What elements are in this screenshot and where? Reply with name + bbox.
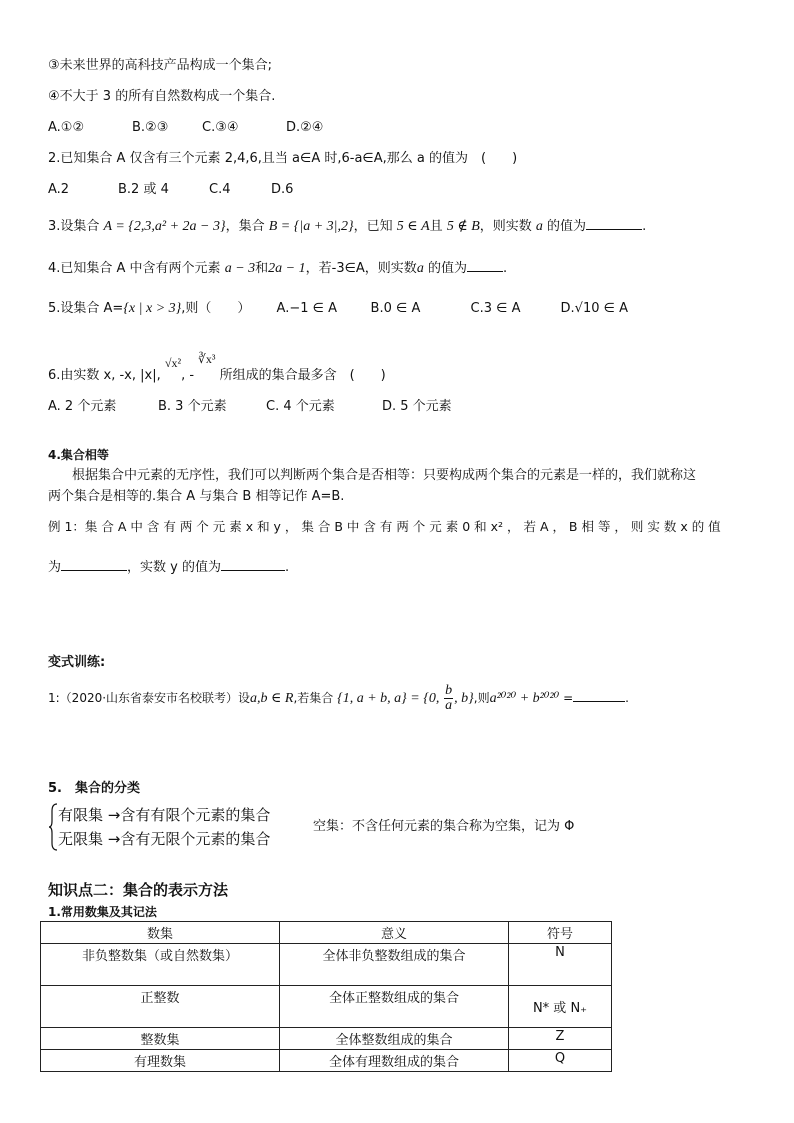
- empty-set-definition: 空集：不含任何元素的集合称为空集，记为 Φ: [313, 819, 575, 834]
- table-header-row: [41, 922, 612, 944]
- q4-stem: 4.已知集合 A 中含有两个元素 a − 3和2a − 1，若-3∈A，则实数a 的值为 .: [48, 261, 508, 276]
- section4-title: 4.集合相等: [48, 448, 109, 462]
- q6-suffix: 所组成的集合最多含 ( ): [219, 368, 386, 383]
- cell-symbol: Q: [509, 1050, 612, 1072]
- variant-q1-mid: ,若集合: [293, 691, 334, 705]
- q4-mid: ，若-3∈A，则实数: [305, 261, 417, 276]
- q2-options: [48, 181, 293, 199]
- answer-blank: [467, 259, 503, 272]
- q4-suffix: 的值为: [427, 261, 467, 276]
- q1-item-4: ④不大于 3 的所有自然数构成一个集合.: [48, 89, 276, 104]
- example1-line1: 例 1：集 合 A 中 含 有 两 个 元 素 x 和 y ， 集 合 B 中 含 有 两 个 元 素 0 和 x² ， 若 A ， B 相 等 ， 则 实 数 x 的 值: [48, 519, 721, 534]
- cell-meaning: 全体整数组成的集合: [280, 1028, 509, 1050]
- number-sets-table: [40, 921, 612, 1072]
- cell-set: 非负整数集（或自然数集）: [41, 944, 280, 986]
- cell-set: 整数集: [41, 1028, 280, 1050]
- section4-para1: 根据集合中元素的无序性，我们可以判断两个集合是否相等：只要构成两个集合的元素是一样的，我们就称这: [72, 468, 697, 483]
- q1-item-3: ③未来世界的高科技产品构成一个集合;: [48, 58, 273, 73]
- q3-mid2: ，已知: [353, 219, 393, 234]
- option-d: D.②④: [286, 120, 324, 135]
- q6-cbrt: ∛x³: [198, 352, 216, 366]
- option-b: B.2 或 4: [118, 182, 169, 197]
- cell-set: 有理数集: [41, 1050, 280, 1072]
- option-b: B.②③: [132, 120, 169, 135]
- q3-prefix: 3.设集合: [48, 219, 100, 234]
- q4-e2: 2a − 1: [268, 261, 306, 276]
- knowledge2-title: 知识点二：集合的表示方法: [48, 881, 229, 899]
- table-row: [41, 986, 612, 1028]
- finite-set-line: 有限集 →含有有限个元素的集合: [58, 806, 271, 824]
- q3-set-b: B = {|a + 3|,2}: [268, 219, 354, 234]
- cell-symbol: N* 或 N₊: [509, 986, 612, 1028]
- table-row: [41, 944, 612, 986]
- knowledge2-subtitle: 1.常用数集及其记法: [48, 905, 157, 919]
- q3-mid3: ，则实数: [479, 219, 532, 234]
- cell-meaning: 全体非负整数组成的集合: [280, 944, 509, 986]
- option-a: A.①②: [48, 120, 85, 135]
- q1-options: [48, 119, 323, 137]
- option-c: C.3 ∈ A: [470, 301, 521, 316]
- variant-q1-expr: a²⁰²⁰ + b²⁰²⁰: [489, 691, 560, 706]
- variant-q1-fraction: [444, 684, 453, 713]
- cell-set: 正整数: [41, 986, 280, 1028]
- variant-q1-then: ,则: [473, 691, 490, 705]
- ex1-b: ，实数 y 的值为: [127, 560, 221, 575]
- fraction-numerator: b: [445, 683, 453, 698]
- q3-var: a: [535, 219, 543, 234]
- q5-stem: [48, 300, 628, 318]
- option-a: A.2: [48, 182, 70, 197]
- q4-prefix: 4.已知集合 A 中含有两个元素: [48, 261, 221, 276]
- ex1-a: 为: [48, 560, 62, 575]
- q5-prefix: 5.设集合 A=: [48, 301, 124, 316]
- answer-blank-y: [221, 558, 285, 571]
- cell-meaning: 全体有理数组成的集合: [280, 1050, 509, 1072]
- header-symbol: 符号: [509, 922, 612, 944]
- q6-sqrt: √x²: [164, 356, 182, 370]
- cell-symbol: N: [509, 944, 612, 986]
- q5-suffix: ,则（ ）: [181, 301, 251, 316]
- option-d: D.6: [271, 182, 294, 197]
- q3-mid1: ，集合: [225, 219, 265, 234]
- variant-q1: 1:（2020·山东省泰安市名校联考）设a,b ∈ R,若集合 {1, a + b, a} = {0, $\frac{b}{a}$ , b},则a²⁰²⁰ + b²⁰²⁰ = .: [48, 683, 629, 713]
- variant-q1-eq: =: [563, 691, 574, 705]
- option-c: C.③④: [202, 120, 239, 135]
- table-row: [41, 1028, 612, 1050]
- answer-blank: [586, 217, 642, 230]
- option-c: C. 4 个元素: [266, 399, 335, 414]
- header-meaning: 意义: [280, 922, 509, 944]
- q6-stem: [48, 352, 386, 385]
- infinite-set-line: 无限集 →含有无限个元素的集合: [58, 830, 271, 848]
- q6-prefix: 6.由实数 x, -x, |x|,: [48, 368, 161, 383]
- variant-q1-prefix: 1:（2020·山东省泰安市名校联考）设: [48, 691, 251, 705]
- q6-sep: , -: [181, 368, 195, 383]
- variant-title: 变式训练:: [48, 655, 106, 670]
- option-d: D.√10 ∈ A: [560, 301, 628, 316]
- left-brace-icon: [48, 803, 58, 851]
- cell-symbol: Z: [509, 1028, 612, 1050]
- option-b: B.0 ∈ A: [370, 301, 421, 316]
- q3-cond2: 5 ∉ B: [446, 219, 480, 234]
- section4-para2: 两个集合是相等的.集合 A 与集合 B 相等记作 A=B.: [48, 489, 345, 504]
- q3-set-a: A = {2,3,a² + 2a − 3}: [103, 219, 226, 234]
- option-a: A.−1 ∈ A: [276, 301, 337, 316]
- q4-and: 和: [255, 261, 269, 276]
- example1-line2: 为 ，实数 y 的值为 .: [48, 560, 290, 575]
- q4-var: a: [416, 261, 424, 276]
- answer-blank: [573, 689, 625, 702]
- variant-q1-set1: {1, a + b, a} = {0,: [337, 691, 440, 706]
- variant-q1-cond: a,b ∈ R: [250, 691, 294, 706]
- q2-stem: 2.已知集合 A 仅含有三个元素 2,4,6,且当 a∈A 时,6-a∈A,那么 a 的值为 ( ): [48, 151, 518, 166]
- q5-set: {x | x > 3}: [123, 301, 182, 316]
- table-row: [41, 1050, 612, 1072]
- option-c: C.4: [209, 182, 231, 197]
- option-d: D. 5 个元素: [382, 399, 452, 414]
- option-b: B. 3 个元素: [158, 399, 227, 414]
- variant-q1-set2: , b}: [454, 691, 474, 706]
- q6-options: [48, 398, 452, 416]
- option-a: A. 2 个元素: [48, 399, 117, 414]
- header-set: 数集: [41, 922, 280, 944]
- fraction-denominator: a: [445, 698, 453, 713]
- q3-suffix: 的值为: [547, 219, 587, 234]
- q4-e1: a − 3: [224, 261, 256, 276]
- q3-cond1: 5 ∈ A: [396, 219, 430, 234]
- q3-stem: 3.设集合 A = {2,3,a² + 2a − 3}，集合 B = {|a + 3|,2}，已知 5 ∈ A且 5 ∉ B，则实数 a 的值为 .: [48, 219, 647, 234]
- q3-and: 且: [429, 219, 443, 234]
- cell-meaning: 全体正整数组成的集合: [280, 986, 509, 1028]
- answer-blank-x: [61, 558, 127, 571]
- section5-title: 5. 集合的分类: [48, 781, 140, 796]
